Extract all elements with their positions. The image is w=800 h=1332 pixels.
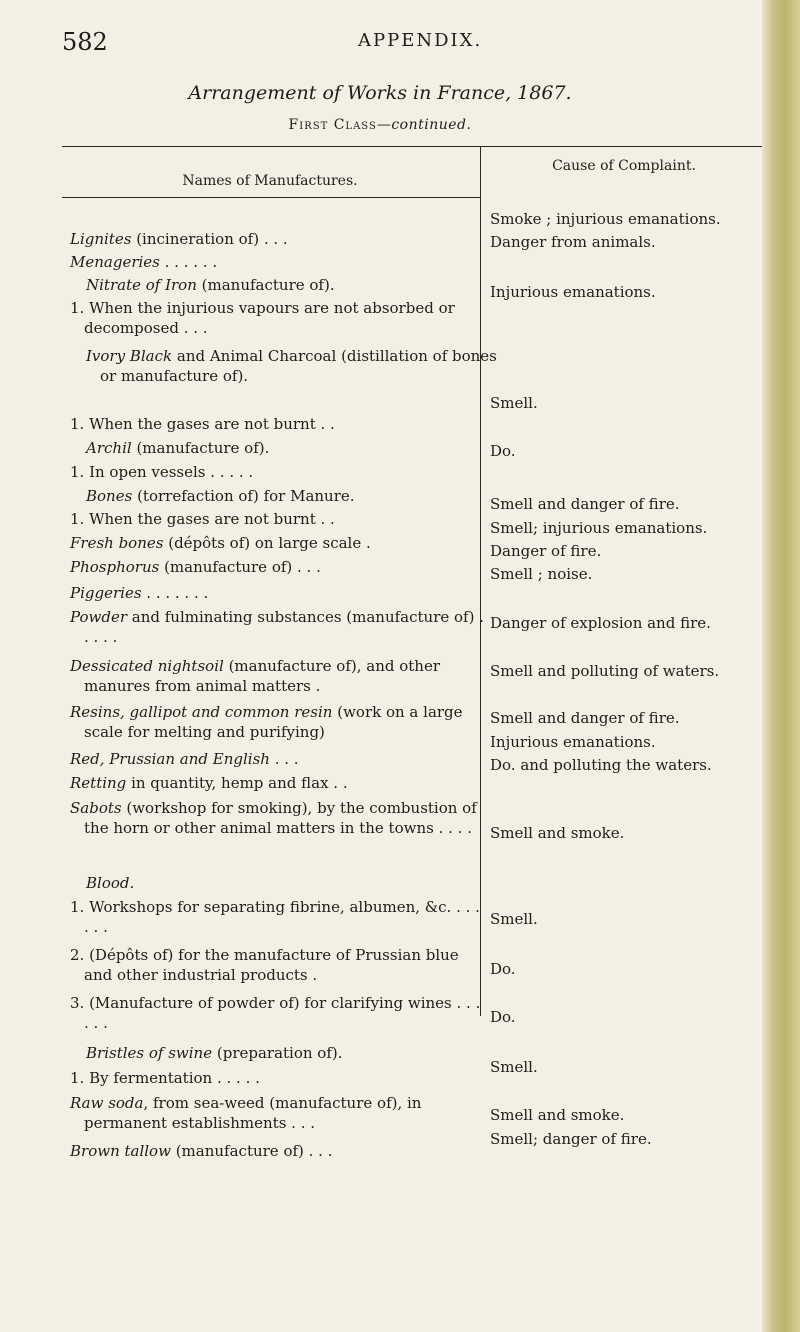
cause-cell: Do. <box>490 442 516 460</box>
table-row: Phosphorus (manufacture of) . . . <box>70 558 321 576</box>
cause-cell: Danger of explosion and fire. <box>490 614 711 632</box>
cause-cell: Smell. <box>490 1058 538 1076</box>
class-label: First Class <box>288 117 377 133</box>
cause-cell: Smell. <box>490 394 538 412</box>
table-row: Dessicated nightsoil (manufacture of), and other manures from animal matters . <box>70 657 441 695</box>
cause-cell: Injurious emanations. <box>490 733 656 751</box>
table-row: Bones (torrefaction of) for Manure. <box>86 487 355 505</box>
table-row: Red, Prussian and English . . . <box>70 750 299 768</box>
table-row: Fresh bones (dépôts of) on large scale . <box>70 534 371 552</box>
table-row: 1. When the gases are not burnt . . <box>70 510 335 528</box>
cause-cell: Smell. <box>490 910 538 928</box>
cause-cell: Smell and smoke. <box>490 824 625 842</box>
cause-cell: Danger of fire. <box>490 542 602 560</box>
cause-cell: Do. <box>490 960 516 978</box>
top-rule <box>62 146 762 147</box>
cause-cell: Smell and smoke. <box>490 1106 625 1124</box>
table-row: Powder and fulminating substances (manufacture of) . . . . . <box>70 608 484 646</box>
table-subtitle <box>0 117 760 133</box>
table-row: Resins, gallipot and common resin (work on a large scale for melting and purifying) <box>70 703 463 741</box>
cause-cell: Injurious emanations. <box>490 283 656 301</box>
table-row: Piggeries . . . . . . . <box>70 584 209 602</box>
table-row: Nitrate of Iron (manufacture of). <box>86 276 335 294</box>
table-row: 1. In open vessels . . . . . <box>70 463 254 481</box>
page-number: 582 <box>62 28 108 56</box>
table-row: Sabots (workshop for smoking), by the combustion of the horn or other animal matters in the towns . . . . <box>70 799 477 837</box>
cause-cell: Smell; injurious emanations. <box>490 519 708 537</box>
page-edge <box>762 0 800 1332</box>
table-row: 1. When the gases are not burnt . . <box>70 415 335 433</box>
cause-cell: Do. <box>490 1008 516 1026</box>
table-row: 1. When the injurious vapours are not absorbed or decomposed . . . <box>70 299 455 337</box>
table-row: 2. (Dépôts of) for the manufacture of Prussian blue and other industrial products . <box>70 946 459 984</box>
cause-cell: Smell and polluting of waters. <box>490 662 720 680</box>
table-row: Ivory Black and Animal Charcoal (distillation of bones or manufacture of). <box>86 347 497 385</box>
table-row: Raw soda, from sea-weed (manufacture of), in permanent establishments . . . <box>70 1094 422 1132</box>
table-row: Bristles of swine (preparation of). <box>86 1044 343 1062</box>
cause-cell: Smell and danger of fire. <box>490 709 680 727</box>
cause-cell: Smoke ; injurious emanations. <box>490 210 721 228</box>
table-row: 1. By fermentation . . . . . <box>70 1069 260 1087</box>
class-suffix: —continued. <box>376 117 472 133</box>
table-title: Arrangement of Works in France, 1867. <box>188 82 572 104</box>
cause-cell: Smell and danger of fire. <box>490 495 680 513</box>
header-rule <box>62 197 480 198</box>
cause-cell: Danger from animals. <box>490 233 656 251</box>
column-header-cause: Cause of Complaint. <box>552 158 696 174</box>
table-row: Brown tallow (manufacture of) . . . <box>70 1142 333 1160</box>
table-row: Blood. <box>86 874 135 892</box>
column-header-names: Names of Manufactures. <box>182 173 358 189</box>
table-row: 3. (Manufacture of powder of) for clarifying wines . . . . . . <box>70 994 481 1032</box>
cause-cell: Do. and polluting the waters. <box>490 756 712 774</box>
table-row: 1. Workshops for separating fibrine, albumen, &c. . . . . . . <box>70 898 480 936</box>
cause-cell: Smell ; noise. <box>490 565 593 583</box>
table-row: Menageries . . . . . . <box>70 253 218 271</box>
running-head: APPENDIX. <box>358 30 483 51</box>
table-row: Retting in quantity, hemp and flax . . <box>70 774 348 792</box>
table-row: Lignites (incineration of) . . . <box>70 230 288 248</box>
cause-cell: Smell; danger of fire. <box>490 1130 652 1148</box>
table-row: Archil (manufacture of). <box>86 439 270 457</box>
